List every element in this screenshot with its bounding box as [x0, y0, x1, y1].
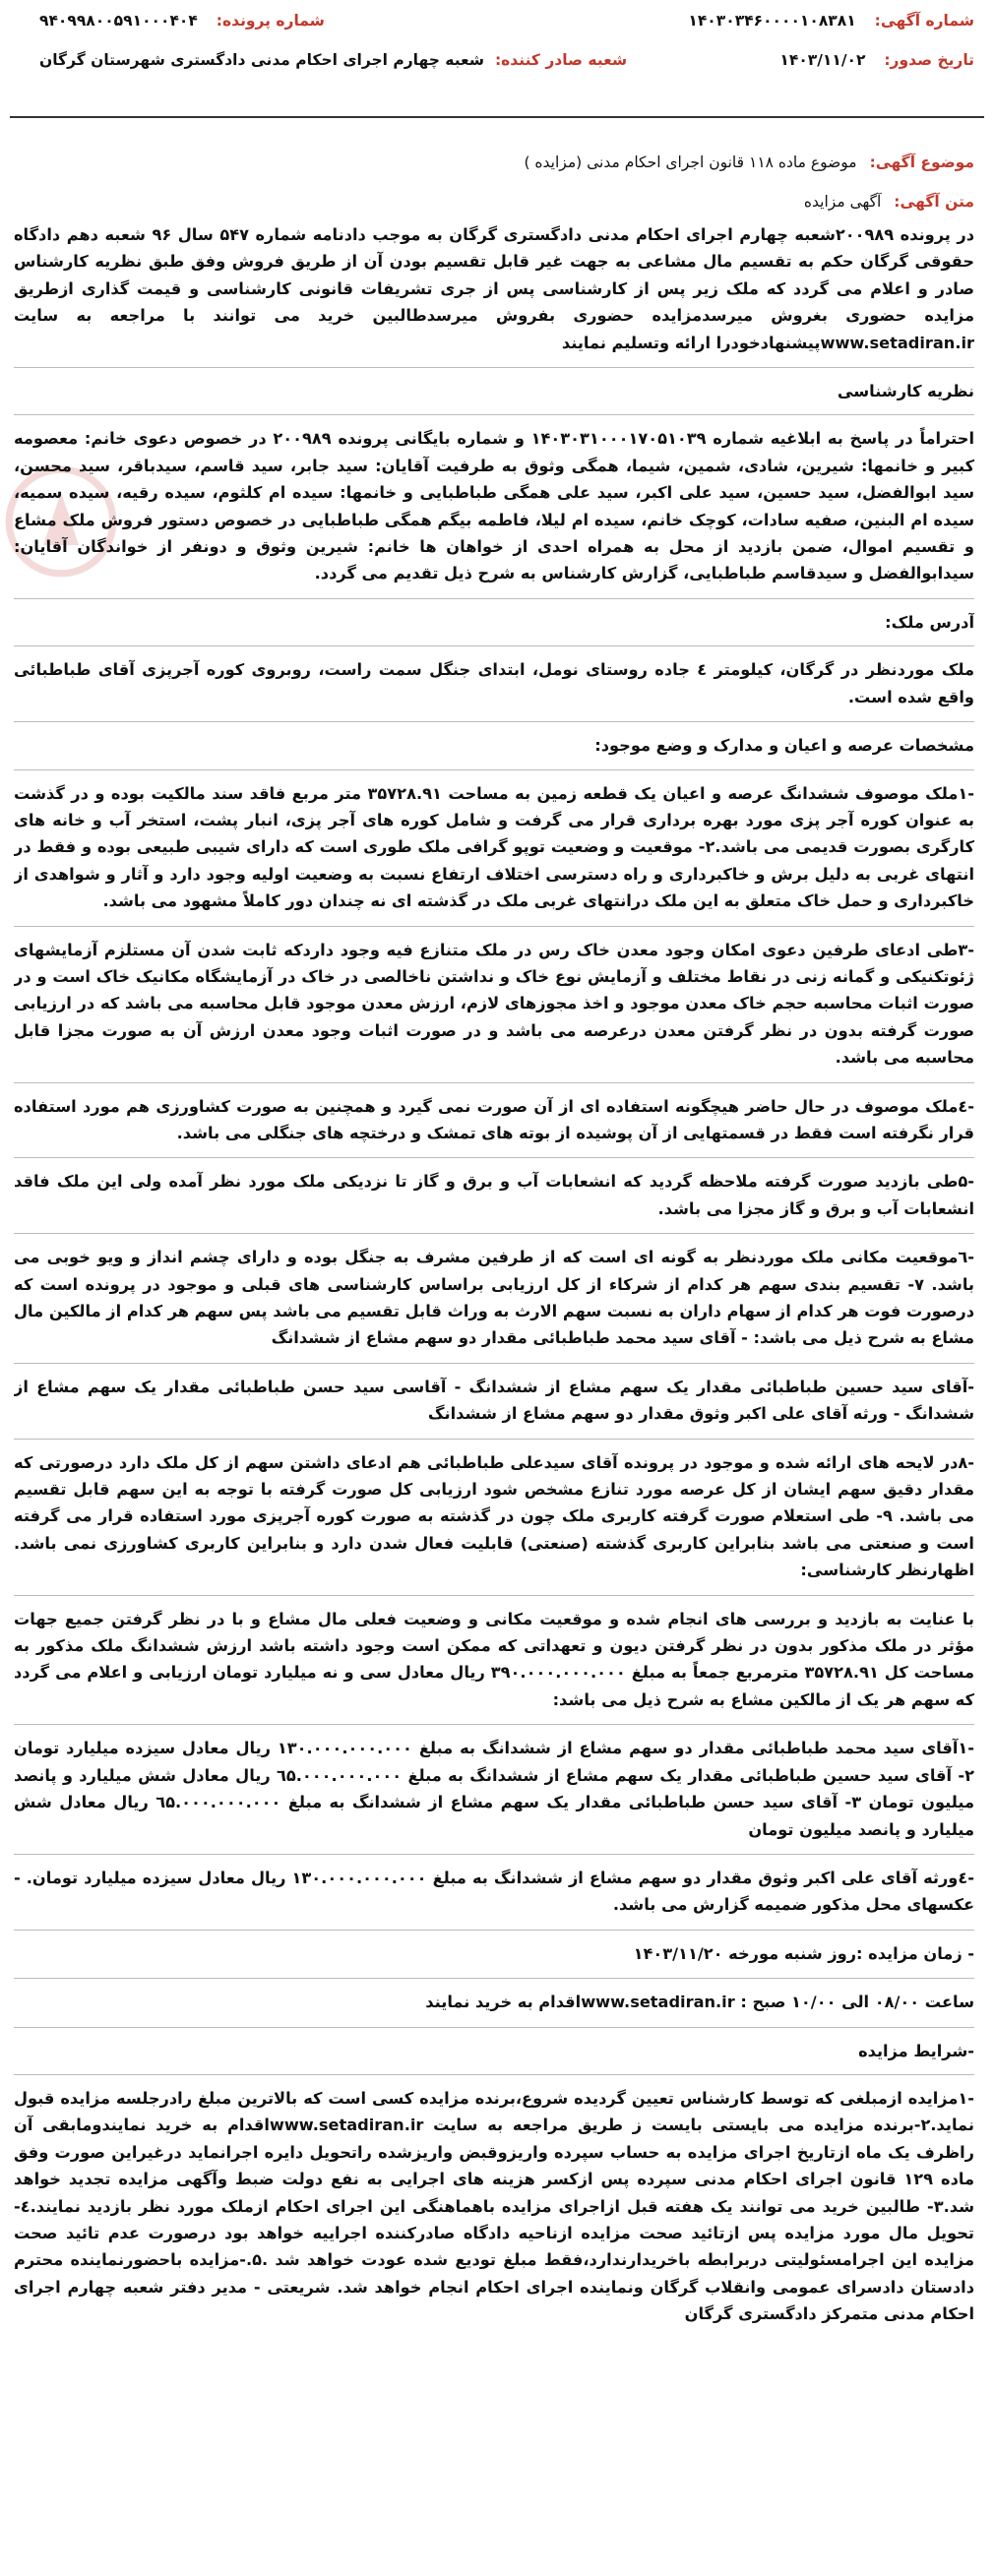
divider — [14, 598, 974, 599]
divider — [14, 1439, 974, 1440]
issuer-label: شعبه صادر کننده: — [494, 51, 628, 69]
divider — [14, 1854, 974, 1855]
address-paragraph: ملک موردنظر در گرگان، کیلومتر ٤ جاده روستای نومل، ابتدای جنگل سمت راست، روبروی کوره آجرپزی آقای طباطبائی واقع شده است. — [14, 660, 974, 706]
divider — [14, 645, 974, 646]
notice-number-value: ۱۴۰۳۰۳۴۶۰۰۰۰۱۰۸۳۸۱ — [688, 12, 856, 30]
auction-hours: ساعت ۰۸/۰۰ الی ۱۰/۰۰ صبح : www.setadiran.irاقدام به خرید نمایند — [425, 1993, 974, 2012]
auction-time: - زمان مزایده :روز شنبه مورخه ۱۴۰۳/۱۱/۲۰ — [633, 1943, 974, 1963]
spec-6-paragraph: -٦موقعیت مکانی ملک موردنظر به گونه ای است که از طرفین مشرف به جنگل بوده و دارای چشم انداز و ویو خوبی می باشد. ۷- تقسیم بندی سهم هر کدام از شرکاء از کل ارزیابی براساس کارشناسی های قبلی و موجود در پرونده است که درصورت فوت هر کدام از سهام داران به نسبت سهم الارث به وراث قابل تقسیم می باشد پس سهم هر کدام از مالکین مال مشاع به شرح ذیل می باشد: - آقای سید محمد طباطبائی مقدار دو سهم مشاع از ششدانگ — [14, 1248, 974, 1348]
header-divider — [10, 116, 984, 118]
spec-4-paragraph: -٤ملک موصوف در حال حاضر هیچگونه استفاده ای از آن صورت نمی گیرد و همچنین به صورت کشاورزی هم مورد استفاده قرار نگرفته است فقط در قسمتهایی از آن پوشیده از بوته های تمشک و درختچه های جنگلی می باشد. — [14, 1096, 974, 1142]
notice-number-label: شماره آگهی: — [874, 12, 974, 30]
divider — [14, 721, 974, 722]
issuer-value: شعبه چهارم اجرای احکام مدنی دادگستری شهرستان گرگان — [39, 51, 485, 69]
subject-value: موضوع ماده ۱۱۸ قانون اجرای احکام مدنی (مزایده ) — [524, 153, 857, 171]
case-number-value: ۹۴۰۹۹۸۰۰۵۹۱۰۰۰۴۰۴ — [39, 12, 198, 30]
divider — [14, 1082, 974, 1083]
conditions-paragraph: -۱مزایده ازمبلغی که توسط کارشناس تعیین گردیده شروع،برنده مزایده کسی است که بالاترین مبلغ رادرجلسه مزایده قبول نماید.۲-برنده مزایده می بایستی بایست ز طریق مراجعه به سایت www.setadiran.irاقدام به خرید نمایندومابقی آن راظرف یک ماه ازتاریخ اجرای مزایده به حساب سپرده واریزوقبض واریزشده راتحویل دایره اجرانماید درغیراین صورت وفق ماده ۱۲۹ قانون اجرای احکام مدنی سپرده پس ازکسر هزینه های اجرایی به نفع دولت ضبط وآگهی مزایده تجدید خواهد شد.۳- طالبین خرید می توانند یک هفته قبل ازاجرای مزایده باهماهنگی این اجرای احکام ازملک مورد نظر بازدید نمایند.٤-تحویل مال مورد مزایده پس ازتائید صحت مزایده ازناحیه دادگاه صادرکننده اجراییه خواهد بود درصورت عدم تائید صحت مزایده این اجرامسئولیتی دربرابطه باخریدارندارد،فقط مبلغ تودیع شده عودت خواهد شد .۵.-مزایده باحضورنماینده محترم دادستان دادسرای عمومی وانقلاب گرگان ونماینده اجرای احکام انجام خواهد شد. شریعتی - مدیر دفتر شعبه چهارم اجرای احکام مدنی متمرکز دادگستری گرگان — [14, 2088, 974, 2324]
divider — [14, 1978, 974, 1979]
spec-8-paragraph: -۸در لایحه های ارائه شده و موجود در پرونده آقای سیدعلی طباطبائی هم ادعای داشتن سهم از کل ملک دارد درصورتی که مقدار دقیق سهم ایشان از کل عرصه مورد تنازع مشخص شود ارزیابی کل صورت گرفته با توجه به این سهم قابل تقسیم می باشد. ۹- طی استعلام صورت گرفته کاربری ملک چون در گذشته به صورت کوره آجرپزی مورد استفاده قرار می گرفته است و صنعتی می باشد بنابراین کاربری گذشته (صنعتی) قابلیت فعال شدن دارد و بنابراین کاربری کشاورزی نمی باشد. اظهارنظر کارشناسی: — [14, 1452, 974, 1580]
expert-title: نظریه کارشناسی — [837, 382, 974, 401]
case-number-label: شماره پرونده: — [216, 12, 325, 30]
subject-label: موضوع آگهی: — [869, 153, 974, 171]
divider — [14, 2027, 974, 2028]
divider — [14, 769, 974, 770]
divider — [14, 926, 974, 927]
header-row-issuer — [39, 45, 974, 75]
header-row-numbers — [39, 6, 974, 35]
divider — [14, 367, 974, 368]
notice-text-heading — [39, 187, 974, 216]
issue-date — [779, 45, 974, 75]
spec-5-paragraph: -۵طی بازدید صورت گرفته ملاحظه گردید که انشعابات آب و برق و گاز تا نزدیکی ملک مورد نظر آمده ولی این ملک فاقد انشعابات آب و برق و گاز مجزا می باشد. — [14, 1172, 974, 1218]
conditions-title: -شرایط مزایده — [858, 2041, 974, 2060]
opinion-paragraph: با عنایت به بازدید و بررسی های انجام شده و موقعیت مکانی و وضعیت فعلی مال مشاع و با در نظر گرفتن جمیع جهات مؤثر در ملک مذکور بدون در نظر گرفتن دیون و تعهداتی که ممکن است وجود داشته باشد ارزش ششدانگ ملک مذکور به مساحت کل ۳۵۷۲۸.۹۱ مترمربع جمعاً به مبلغ ۳۹۰.۰۰۰.۰۰۰.۰۰۰ ریال معادل سی و نه میلیارد تومان ارزیابی و اعلام می گردد که سهم هر یک از مالکین مشاع به شرح ذیل می باشد: — [14, 1609, 974, 1709]
divider — [14, 1724, 974, 1725]
intro-paragraph: در پرونده ۲۰۰۹۸۹شعبه چهارم اجرای احکام مدنی دادگستری گرگان به موجب دادنامه شماره ۵۴۷ سال ۹۶ شعبه دهم دادگاه حقوقی گرگان حکم به تقسیم مال مشاعی به جهت غیر قابل تقسیم بودن آن از طریق فروش وفق طبق نظریه کارشناس صادر و اعلام می گردد که ملک زیر پس از کارشناسی پس از جری تشریفات قانونی کارشناسی و قیمت گذاری ازطریق مزایده حضوری بغروش میرسدمزایده حضوری بفروش میرسدطالبین خرید می توانند با مراجعه به سایت www.setadiran.irپیشنهادخودرا ارائه وتسلیم نمایند — [14, 225, 974, 352]
spec-1-paragraph: -۱ملک موصوف ششدانگ عرصه و اعیان یک قطعه زمین به مساحت ۳۵۷۲۸.۹۱ متر مربع فاقد سند مالکیت بوده و در گذشت به عنوان کوره آجر پزی مورد بهره برداری قرار می گرفت و شامل کوره های آجر پزی، انبار پشت، استخر آب و خانه های کارگری بصورت قدیمی می باشد.۲- موقعیت و وضعیت توپو گرافی ملک طوری است که دارای شیبی طبیعی بوده و فقط در انتهای غربی به دلیل برش و خاکبرداری و راه دسترسی اختلاف ارتفاع نسبت به وضعیت اولیه وجود دارد و آثار و شواهدی از خاکبرداری و حمل خاک متعلق به این ملک درانتهای غربی ملک در گذشته ای نه چندان دور کاملاً مشهود می باشد. — [14, 783, 974, 911]
divider — [14, 1930, 974, 1931]
expert-paragraph: احتراماً در پاسخ به ابلاغیه شماره ۱۴۰۳۰۳۱۰۰۰۱۷۰۵۱۰۳۹ و شماره بایگانی پرونده ۲۰۰۹۸۹ در خصوص دعوی خانم: معصومه کبیر و خانمها: شیرین، شادی، شمین، شیما، همگی وثوق به طرفیت آقایان: سید جابر، سید قاسم، سیدباقر، سید محسن، سید ابوالفضل، سید حسین، سید علی اکبر، سید علی همگی طباطبایی و خانمها: سیده ام کلثوم، سیده رقیه، سیده سمیه، سیده ام البنین، صفیه سادات، کوچک خانم، سیده ام لیلا، فاطمه بیگم همگی طباطبایی در خصوص دستور فروش ملک مشاع و تقسیم اموال، ضمن بازدید از محل به همراه احدی از خواهان ها خانم: شیرین وثوق و دونفر از خواندگان آقایان: سیدابوالفضل و سیدقاسم طباطبایی، گزارش کارشناس به شرح ذیل تقدیم می گردد. — [14, 429, 974, 583]
notice-number — [688, 6, 974, 35]
issue-date-value: ۱۴۰۳/۱۱/۰۲ — [779, 51, 866, 69]
share-4-paragraph: -٤ورثه آقای علی اکبر وثوق مقدار دو سهم مشاع از ششدانگ به مبلغ ۱۳۰.۰۰۰.۰۰۰.۰۰۰ ریال معادل سیزده میلیارد تومان. - عکسهای محل مذکور ضمیمه گزارش می باشد. — [14, 1868, 974, 1915]
notice-body — [14, 221, 974, 2573]
address-title: آدرس ملک: — [885, 612, 974, 632]
divider — [14, 2074, 974, 2075]
text-title: آگهی مزایده — [803, 193, 882, 211]
specs-title: مشخصات عرصه و اعیان و مدارک و وضع موجود: — [594, 736, 974, 756]
divider — [14, 1233, 974, 1234]
text-label: متن آگهی: — [894, 193, 974, 211]
notice-subject — [39, 148, 974, 177]
divider — [14, 414, 974, 415]
shares-paragraph: -۱آقای سید محمد طباطبائی مقدار دو سهم مشاع از ششدانگ به مبلغ ۱۳۰.۰۰۰.۰۰۰.۰۰۰ ریال معادل سیزده میلیارد تومان ۲- آقای سید حسین طباطبائی مقدار یک سهم مشاع از ششدانگ به مبلغ ٦۵.۰۰۰.۰۰۰.۰۰۰ ریال معادل شش میلیارد و پانصد میلیون تومان ۳- آقای سید حسن طباطبائی مقدار یک سهم مشاع از ششدانگ به مبلغ ٦۵.۰۰۰.۰۰۰.۰۰۰ ریال معادل شش میلیارد و پانصد میلیون تومان — [14, 1739, 974, 1839]
issue-date-label: تاریخ صدور: — [884, 51, 974, 69]
case-number — [39, 6, 325, 35]
divider — [14, 1363, 974, 1364]
spec-3-paragraph: -۳طی ادعای طرفین دعوی امکان وجود معدن خاک رس در ملک متنازع فیه وجود داردکه ثابت شدن آن مستلزم آزمایشهای ژئوتکنیکی و گمانه زنی در نقاط مختلف و آزمایش نوع خاک و نداشتن ناخالصی در خاک در آزمایشگاه مکانیک خاک است و در صورت اثبات محاسبه حجم خاک معدن موجود و اخذ مجوزهای لازم، ارزش معدن موجود قابل محاسبه می باشد که در ارزیابی صورت گرفته بدون در نظر گرفتن معدن درعرصه می باشد و در صورت اثبات وجود معدن ارزش آن به صورت مجزا قابل محاسبه می باشد. — [14, 940, 974, 1068]
issuer — [39, 45, 627, 75]
divider — [14, 1157, 974, 1158]
divider — [14, 1595, 974, 1596]
spec-6b-paragraph: -آقای سید حسین طباطبائی مقدار یک سهم مشاع از ششدانگ - آقاسی سید حسن طباطبائی مقدار یک سهم مشاع از ششدانگ - ورثه آقای علی اکبر وثوق مقدار دو سهم مشاع از ششدانگ — [14, 1377, 974, 1424]
